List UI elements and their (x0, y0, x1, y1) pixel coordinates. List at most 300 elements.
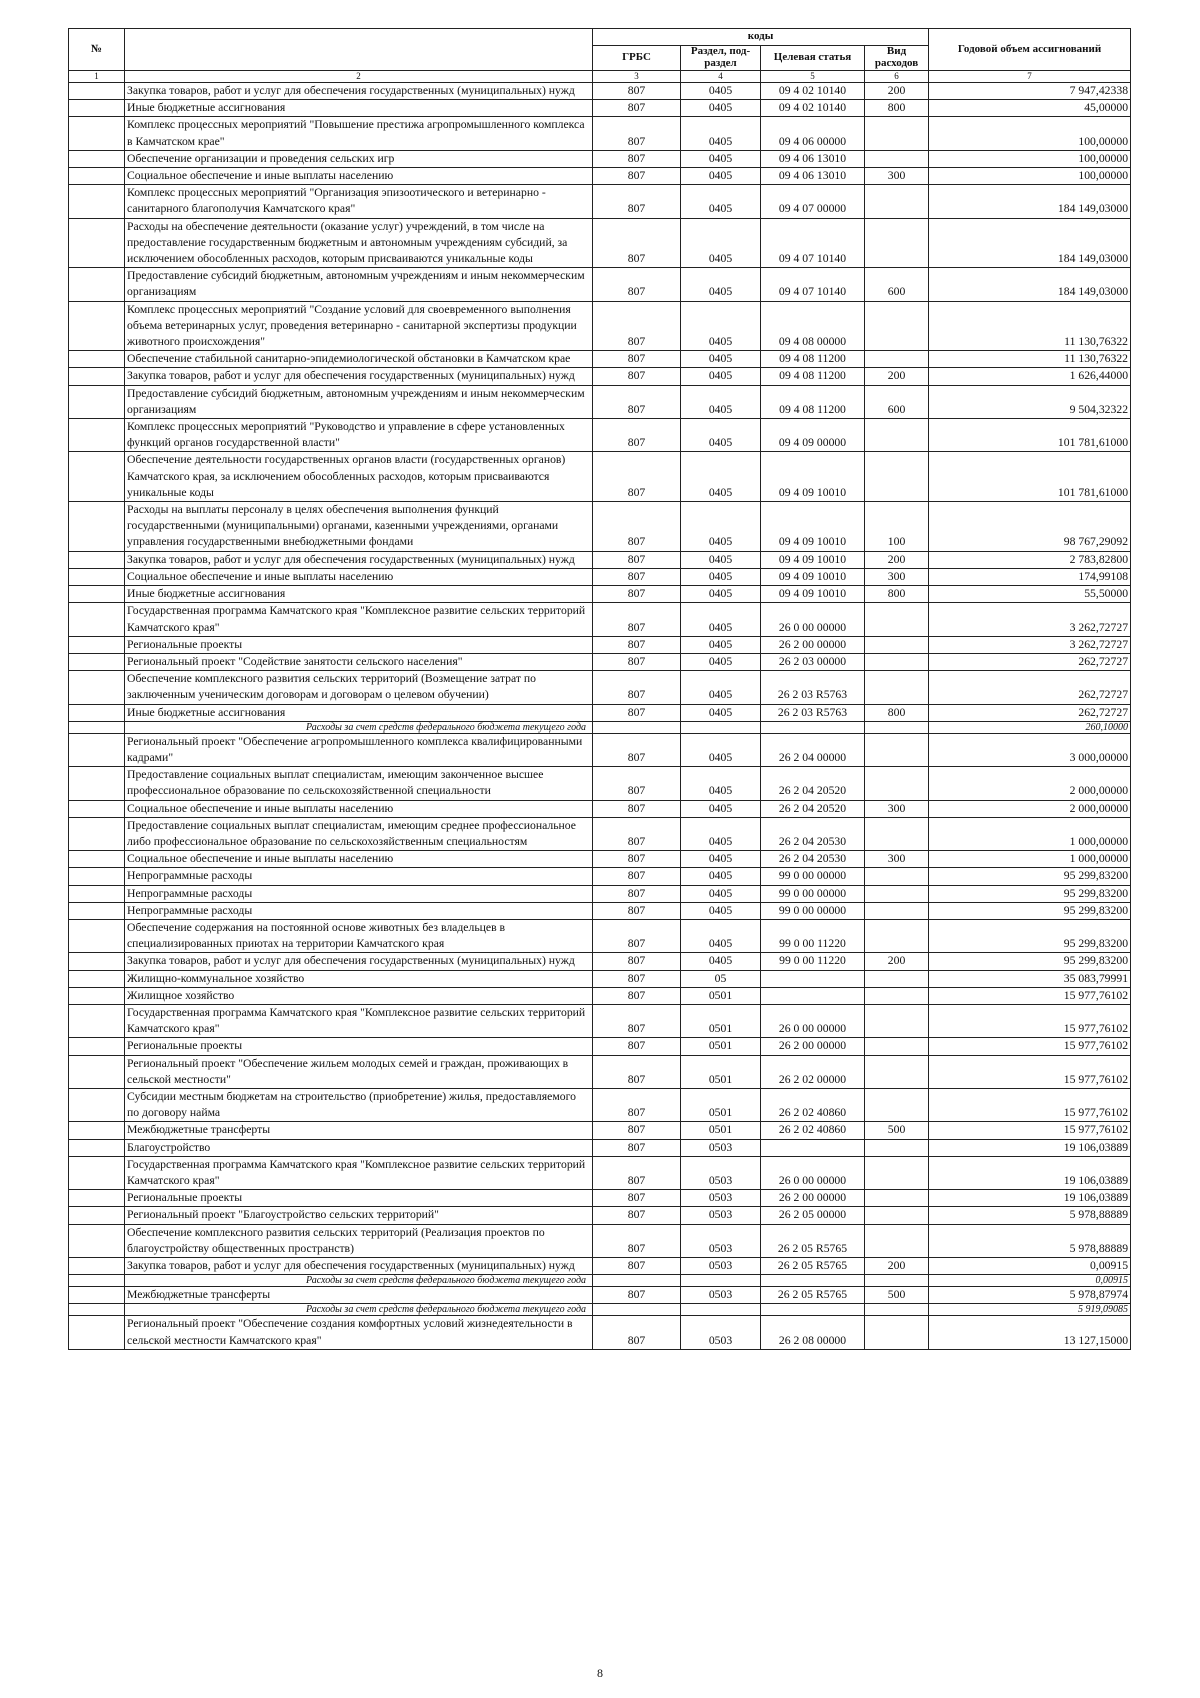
row-num-cell (69, 1304, 125, 1316)
row-amount-cell: 15 977,76102 (929, 1122, 1131, 1139)
row-target-cell: 26 0 00 00000 (761, 1156, 865, 1189)
row-target-cell: 09 4 07 10140 (761, 268, 865, 301)
row-amount-cell: 174,99108 (929, 568, 1131, 585)
row-exptype-cell: 100 (865, 502, 929, 552)
table-row (69, 1316, 1131, 1349)
row-amount-cell: 184 149,03000 (929, 268, 1131, 301)
row-amount-cell: 1 626,44000 (929, 368, 1131, 385)
row-amount-cell: 98 767,29092 (929, 502, 1131, 552)
row-name-cell: Региональный проект "Благоустройство сельских территорий" (125, 1207, 593, 1224)
table-row (69, 603, 1131, 636)
row-section-cell: 0405 (681, 636, 761, 653)
row-amount-cell: 101 781,61000 (929, 452, 1131, 502)
row-num-cell (69, 1316, 125, 1349)
table-row (69, 767, 1131, 800)
row-section-cell: 0503 (681, 1258, 761, 1275)
row-num-cell (69, 268, 125, 301)
table-row (69, 868, 1131, 885)
table-body (69, 83, 1131, 1350)
header-name (125, 29, 593, 71)
row-name-cell: Расходы за счет средств федерального бюджета текущего года (125, 721, 593, 733)
row-amount-cell: 101 781,61000 (929, 419, 1131, 452)
row-num-cell (69, 351, 125, 368)
table-row (69, 586, 1131, 603)
table-row (69, 953, 1131, 970)
table-row (69, 919, 1131, 952)
row-section-cell: 0405 (681, 733, 761, 766)
row-amount-cell: 1 000,00000 (929, 817, 1131, 850)
row-name-cell: Жилищное хозяйство (125, 987, 593, 1004)
row-exptype-cell (865, 902, 929, 919)
row-section-cell (681, 721, 761, 733)
row-target-cell: 09 4 09 00000 (761, 419, 865, 452)
row-num-cell (69, 368, 125, 385)
table-row (69, 987, 1131, 1004)
table-row (69, 100, 1131, 117)
row-grbs-cell: 807 (593, 368, 681, 385)
table-row (69, 83, 1131, 100)
row-num-cell (69, 385, 125, 418)
table-row (69, 1190, 1131, 1207)
row-grbs-cell: 807 (593, 704, 681, 721)
row-amount-cell: 262,72727 (929, 653, 1131, 670)
row-amount-cell: 2 783,82800 (929, 551, 1131, 568)
table-row (69, 1156, 1131, 1189)
row-name-cell: Обеспечение содержания на постоянной основе животных без владельцев в специализированных приютах на территории Камчатского края (125, 919, 593, 952)
row-target-cell: 26 2 05 R5765 (761, 1287, 865, 1304)
row-section-cell: 0405 (681, 351, 761, 368)
table-row (69, 1207, 1131, 1224)
row-exptype-cell (865, 653, 929, 670)
row-amount-cell: 5 978,88889 (929, 1224, 1131, 1257)
row-target-cell: 09 4 09 10010 (761, 551, 865, 568)
row-amount-cell: 9 504,32322 (929, 385, 1131, 418)
row-target-cell: 26 2 00 00000 (761, 1190, 865, 1207)
row-section-cell: 0405 (681, 100, 761, 117)
row-amount-cell: 45,00000 (929, 100, 1131, 117)
row-amount-cell: 95 299,83200 (929, 868, 1131, 885)
row-num-cell (69, 1287, 125, 1304)
row-name-cell: Субсидии местным бюджетам на строительство (приобретение) жилья, предоставляемого по договору найма (125, 1088, 593, 1121)
row-grbs-cell: 807 (593, 1088, 681, 1121)
row-exptype-cell (865, 1055, 929, 1088)
row-grbs-cell: 807 (593, 885, 681, 902)
row-amount-cell: 19 106,03889 (929, 1139, 1131, 1156)
row-exptype-cell (865, 1088, 929, 1121)
row-exptype-cell (865, 301, 929, 351)
row-grbs-cell: 807 (593, 351, 681, 368)
row-section-cell: 0405 (681, 452, 761, 502)
header-target: Целевая статья (761, 46, 865, 71)
row-section-cell: 0405 (681, 817, 761, 850)
row-target-cell: 26 2 03 00000 (761, 653, 865, 670)
row-exptype-cell (865, 885, 929, 902)
row-name-cell: Иные бюджетные ассигнования (125, 586, 593, 603)
row-exptype-cell (865, 1316, 929, 1349)
row-name-cell: Региональные проекты (125, 1038, 593, 1055)
row-exptype-cell (865, 721, 929, 733)
table-row (69, 1122, 1131, 1139)
row-name-cell: Региональные проекты (125, 636, 593, 653)
row-amount-cell: 1 000,00000 (929, 851, 1131, 868)
row-num-cell (69, 218, 125, 268)
row-amount-cell: 260,10000 (929, 721, 1131, 733)
table-row (69, 1258, 1131, 1275)
row-num-cell (69, 100, 125, 117)
row-exptype-cell (865, 150, 929, 167)
row-target-cell: 09 4 02 10140 (761, 83, 865, 100)
table-row (69, 301, 1131, 351)
row-amount-cell: 95 299,83200 (929, 953, 1131, 970)
row-exptype-cell: 500 (865, 1287, 929, 1304)
row-num-cell (69, 586, 125, 603)
row-target-cell (761, 1275, 865, 1287)
table-row (69, 1088, 1131, 1121)
row-target-cell: 09 4 06 13010 (761, 150, 865, 167)
row-num-cell (69, 502, 125, 552)
row-target-cell: 26 2 03 R5763 (761, 704, 865, 721)
row-grbs-cell: 807 (593, 1139, 681, 1156)
row-amount-cell: 100,00000 (929, 117, 1131, 150)
row-name-cell: Межбюджетные трансферты (125, 1122, 593, 1139)
row-exptype-cell: 800 (865, 704, 929, 721)
row-num-cell (69, 1038, 125, 1055)
row-num-cell (69, 568, 125, 585)
row-num-cell (69, 671, 125, 704)
row-amount-cell: 95 299,83200 (929, 919, 1131, 952)
row-grbs-cell: 807 (593, 150, 681, 167)
table-row (69, 385, 1131, 418)
row-section-cell: 0405 (681, 671, 761, 704)
row-num-cell (69, 603, 125, 636)
row-grbs-cell: 807 (593, 385, 681, 418)
row-exptype-cell (865, 1004, 929, 1037)
row-section-cell: 0405 (681, 185, 761, 218)
row-section-cell: 0405 (681, 419, 761, 452)
row-grbs-cell (593, 1304, 681, 1316)
row-amount-cell: 95 299,83200 (929, 885, 1131, 902)
table-row (69, 653, 1131, 670)
row-grbs-cell: 807 (593, 851, 681, 868)
row-target-cell: 99 0 00 00000 (761, 885, 865, 902)
row-target-cell: 26 2 05 R5765 (761, 1224, 865, 1257)
row-exptype-cell (865, 868, 929, 885)
row-name-cell: Региональные проекты (125, 1190, 593, 1207)
row-exptype-cell (865, 636, 929, 653)
row-section-cell: 0405 (681, 851, 761, 868)
row-name-cell: Государственная программа Камчатского края "Комплексное развитие сельских территорий Камчатского края" (125, 603, 593, 636)
table-row (69, 1038, 1131, 1055)
row-target-cell (761, 1139, 865, 1156)
row-amount-cell: 11 130,76322 (929, 301, 1131, 351)
row-name-cell: Непрограммные расходы (125, 885, 593, 902)
row-name-cell: Обеспечение стабильной санитарно-эпидемиологической обстановки в Камчатском крае (125, 351, 593, 368)
row-target-cell: 26 2 04 20520 (761, 767, 865, 800)
row-grbs-cell: 807 (593, 1287, 681, 1304)
row-grbs-cell: 807 (593, 733, 681, 766)
row-target-cell: 09 4 02 10140 (761, 100, 865, 117)
row-name-cell: Социальное обеспечение и иные выплаты населению (125, 568, 593, 585)
row-name-cell: Комплекс процессных мероприятий "Создание условий для своевременного выполнения объема ветеринарных услуг, проведения ветеринарно - санитарной экспертизы продукции животного происхождения" (125, 301, 593, 351)
row-name-cell: Расходы за счет средств федерального бюджета текущего года (125, 1304, 593, 1316)
row-amount-cell: 184 149,03000 (929, 218, 1131, 268)
table-row (69, 368, 1131, 385)
row-exptype-cell (865, 671, 929, 704)
row-exptype-cell (865, 218, 929, 268)
row-target-cell: 09 4 06 13010 (761, 168, 865, 185)
row-name-cell: Межбюджетные трансферты (125, 1287, 593, 1304)
row-grbs-cell: 807 (593, 419, 681, 452)
row-section-cell: 05 (681, 970, 761, 987)
header-codes: коды (593, 29, 929, 46)
header-index-1: 1 (69, 71, 125, 83)
row-grbs-cell: 807 (593, 168, 681, 185)
row-section-cell: 0503 (681, 1190, 761, 1207)
row-amount-cell: 5 978,88889 (929, 1207, 1131, 1224)
row-name-cell: Закупка товаров, работ и услуг для обеспечения государственных (муниципальных) нужд (125, 368, 593, 385)
row-section-cell: 0405 (681, 568, 761, 585)
row-name-cell: Предоставление субсидий бюджетным, автономным учреждениям и иным некоммерческим организациям (125, 385, 593, 418)
table-row (69, 1004, 1131, 1037)
table-row (69, 150, 1131, 167)
table-row (69, 800, 1131, 817)
row-exptype-cell (865, 419, 929, 452)
row-target-cell: 09 4 09 10010 (761, 452, 865, 502)
row-target-cell: 26 0 00 00000 (761, 603, 865, 636)
row-section-cell: 0405 (681, 919, 761, 952)
row-grbs-cell: 807 (593, 902, 681, 919)
row-section-cell: 0503 (681, 1207, 761, 1224)
row-num-cell (69, 117, 125, 150)
row-name-cell: Государственная программа Камчатского края "Комплексное развитие сельских территорий Камчатского края" (125, 1156, 593, 1189)
table-row (69, 568, 1131, 585)
row-amount-cell: 0,00915 (929, 1258, 1131, 1275)
row-target-cell (761, 987, 865, 1004)
row-name-cell: Комплекс процессных мероприятий "Повышение престижа агропромышленного комплекса в Камчатском крае" (125, 117, 593, 150)
row-target-cell (761, 970, 865, 987)
row-name-cell: Предоставление социальных выплат специалистам, имеющим среднее профессиональное либо профессиональное образование по сельскохозяйственным специальностям (125, 817, 593, 850)
row-name-cell: Непрограммные расходы (125, 902, 593, 919)
row-exptype-cell (865, 1038, 929, 1055)
row-num-cell (69, 919, 125, 952)
row-exptype-cell: 200 (865, 551, 929, 568)
row-amount-cell: 13 127,15000 (929, 1316, 1131, 1349)
row-section-cell: 0501 (681, 1004, 761, 1037)
header-section: Раздел, под-раздел (681, 46, 761, 71)
row-grbs-cell: 807 (593, 817, 681, 850)
row-target-cell: 09 4 08 11200 (761, 385, 865, 418)
row-grbs-cell: 807 (593, 301, 681, 351)
row-amount-cell: 7 947,42338 (929, 83, 1131, 100)
row-num-cell (69, 902, 125, 919)
header-index-6: 6 (865, 71, 929, 83)
table-row (69, 185, 1131, 218)
row-grbs-cell: 807 (593, 452, 681, 502)
row-num-cell (69, 301, 125, 351)
row-exptype-cell: 300 (865, 568, 929, 585)
row-num-cell (69, 419, 125, 452)
table-note-row (69, 1304, 1131, 1316)
table-row (69, 551, 1131, 568)
row-grbs-cell: 807 (593, 603, 681, 636)
row-grbs-cell: 807 (593, 1258, 681, 1275)
row-target-cell: 09 4 07 10140 (761, 218, 865, 268)
row-target-cell: 09 4 09 10010 (761, 568, 865, 585)
row-num-cell (69, 1122, 125, 1139)
row-amount-cell: 55,50000 (929, 586, 1131, 603)
row-num-cell (69, 953, 125, 970)
row-target-cell: 26 2 02 40860 (761, 1088, 865, 1121)
row-target-cell: 26 2 00 00000 (761, 1038, 865, 1055)
row-target-cell: 26 2 02 00000 (761, 1055, 865, 1088)
row-name-cell: Региональный проект "Обеспечение создания комфортных условий жизнедеятельности в сельской местности Камчатского края" (125, 1316, 593, 1349)
row-name-cell: Региональный проект "Обеспечение жильем молодых семей и граждан, проживающих в сельской местности" (125, 1055, 593, 1088)
row-num-cell (69, 1258, 125, 1275)
row-section-cell (681, 1275, 761, 1287)
row-amount-cell: 15 977,76102 (929, 1038, 1131, 1055)
row-num-cell (69, 817, 125, 850)
row-amount-cell: 0,00915 (929, 1275, 1131, 1287)
header-grbs: ГРБС (593, 46, 681, 71)
row-section-cell: 0405 (681, 168, 761, 185)
row-target-cell: 09 4 06 00000 (761, 117, 865, 150)
row-exptype-cell: 200 (865, 1258, 929, 1275)
row-section-cell: 0503 (681, 1224, 761, 1257)
row-num-cell (69, 1055, 125, 1088)
row-num-cell (69, 1190, 125, 1207)
row-amount-cell: 15 977,76102 (929, 1004, 1131, 1037)
row-target-cell: 26 2 05 00000 (761, 1207, 865, 1224)
row-exptype-cell (865, 1139, 929, 1156)
row-section-cell: 0405 (681, 868, 761, 885)
row-section-cell: 0405 (681, 551, 761, 568)
row-num-cell (69, 83, 125, 100)
row-exptype-cell: 800 (865, 100, 929, 117)
table-row (69, 704, 1131, 721)
row-amount-cell: 2 000,00000 (929, 767, 1131, 800)
row-section-cell: 0405 (681, 150, 761, 167)
row-num-cell (69, 1088, 125, 1121)
row-section-cell: 0405 (681, 117, 761, 150)
table-row (69, 671, 1131, 704)
row-grbs-cell: 807 (593, 1156, 681, 1189)
table-row (69, 1055, 1131, 1088)
row-section-cell: 0405 (681, 902, 761, 919)
table-row (69, 817, 1131, 850)
row-name-cell: Обеспечение комплексного развития сельских территорий (Реализация проектов по благоустройству общественных пространств) (125, 1224, 593, 1257)
table-row (69, 502, 1131, 552)
row-section-cell: 0405 (681, 502, 761, 552)
row-amount-cell: 35 083,79991 (929, 970, 1131, 987)
row-name-cell: Социальное обеспечение и иные выплаты населению (125, 800, 593, 817)
row-amount-cell: 5 919,09085 (929, 1304, 1131, 1316)
row-section-cell: 0405 (681, 586, 761, 603)
row-exptype-cell (865, 817, 929, 850)
header-index-4: 4 (681, 71, 761, 83)
header-index-2: 2 (125, 71, 593, 83)
row-num-cell (69, 1139, 125, 1156)
row-section-cell: 0405 (681, 301, 761, 351)
row-num-cell (69, 1275, 125, 1287)
budget-document (68, 28, 1130, 1350)
row-amount-cell: 262,72727 (929, 704, 1131, 721)
table-row (69, 218, 1131, 268)
row-name-cell: Непрограммные расходы (125, 868, 593, 885)
table-row (69, 1287, 1131, 1304)
row-section-cell: 0501 (681, 1122, 761, 1139)
row-exptype-cell (865, 987, 929, 1004)
row-section-cell: 0503 (681, 1156, 761, 1189)
row-num-cell (69, 767, 125, 800)
row-amount-cell: 100,00000 (929, 150, 1131, 167)
row-name-cell: Комплекс процессных мероприятий "Руководство и управление в сфере установленных функций органов государственной власти" (125, 419, 593, 452)
row-num-cell (69, 551, 125, 568)
row-name-cell: Региональный проект "Содействие занятости сельского населения" (125, 653, 593, 670)
table-row (69, 452, 1131, 502)
row-exptype-cell (865, 1190, 929, 1207)
row-grbs-cell: 807 (593, 586, 681, 603)
row-num-cell (69, 1224, 125, 1257)
row-section-cell: 0405 (681, 603, 761, 636)
row-exptype-cell: 200 (865, 953, 929, 970)
table-row (69, 970, 1131, 987)
row-num-cell (69, 868, 125, 885)
row-name-cell: Предоставление субсидий бюджетным, автономным учреждениям и иным некоммерческим организациям (125, 268, 593, 301)
row-section-cell: 0501 (681, 987, 761, 1004)
table-row (69, 851, 1131, 868)
row-grbs-cell: 807 (593, 1038, 681, 1055)
row-amount-cell: 15 977,76102 (929, 1055, 1131, 1088)
row-name-cell: Закупка товаров, работ и услуг для обеспечения государственных (муниципальных) нужд (125, 83, 593, 100)
row-num-cell (69, 185, 125, 218)
row-exptype-cell (865, 1207, 929, 1224)
row-grbs-cell: 807 (593, 83, 681, 100)
row-amount-cell: 19 106,03889 (929, 1156, 1131, 1189)
row-amount-cell: 3 000,00000 (929, 733, 1131, 766)
row-section-cell (681, 1304, 761, 1316)
row-section-cell: 0503 (681, 1316, 761, 1349)
row-name-cell: Расходы на выплаты персоналу в целях обеспечения выполнения функций государственными (муниципальными) органами, казенными учреждениями, органами управления государственными внебюджетными фондами (125, 502, 593, 552)
row-name-cell: Обеспечение комплексного развития сельских территорий (Возмещение затрат по заключенным ученическим договорам и договорам о целевом обучении) (125, 671, 593, 704)
row-name-cell: Иные бюджетные ассигнования (125, 704, 593, 721)
row-amount-cell: 184 149,03000 (929, 185, 1131, 218)
row-name-cell: Социальное обеспечение и иные выплаты населению (125, 851, 593, 868)
row-grbs-cell: 807 (593, 868, 681, 885)
row-grbs-cell: 807 (593, 1207, 681, 1224)
row-section-cell: 0405 (681, 368, 761, 385)
row-target-cell: 26 2 03 R5763 (761, 671, 865, 704)
row-exptype-cell (865, 1224, 929, 1257)
row-target-cell: 26 2 04 20520 (761, 800, 865, 817)
row-exptype-cell (865, 1304, 929, 1316)
row-section-cell: 0501 (681, 1038, 761, 1055)
row-name-cell: Социальное обеспечение и иные выплаты населению (125, 168, 593, 185)
row-num-cell (69, 733, 125, 766)
row-target-cell (761, 721, 865, 733)
row-target-cell: 99 0 00 00000 (761, 902, 865, 919)
row-name-cell: Жилищно-коммунальное хозяйство (125, 970, 593, 987)
table-header (69, 29, 1131, 83)
row-section-cell: 0503 (681, 1139, 761, 1156)
row-exptype-cell (865, 452, 929, 502)
table-note-row (69, 1275, 1131, 1287)
row-target-cell: 09 4 08 11200 (761, 351, 865, 368)
row-section-cell: 0405 (681, 800, 761, 817)
row-num-cell (69, 150, 125, 167)
row-section-cell: 0503 (681, 1287, 761, 1304)
row-grbs-cell: 807 (593, 919, 681, 952)
row-exptype-cell (865, 351, 929, 368)
